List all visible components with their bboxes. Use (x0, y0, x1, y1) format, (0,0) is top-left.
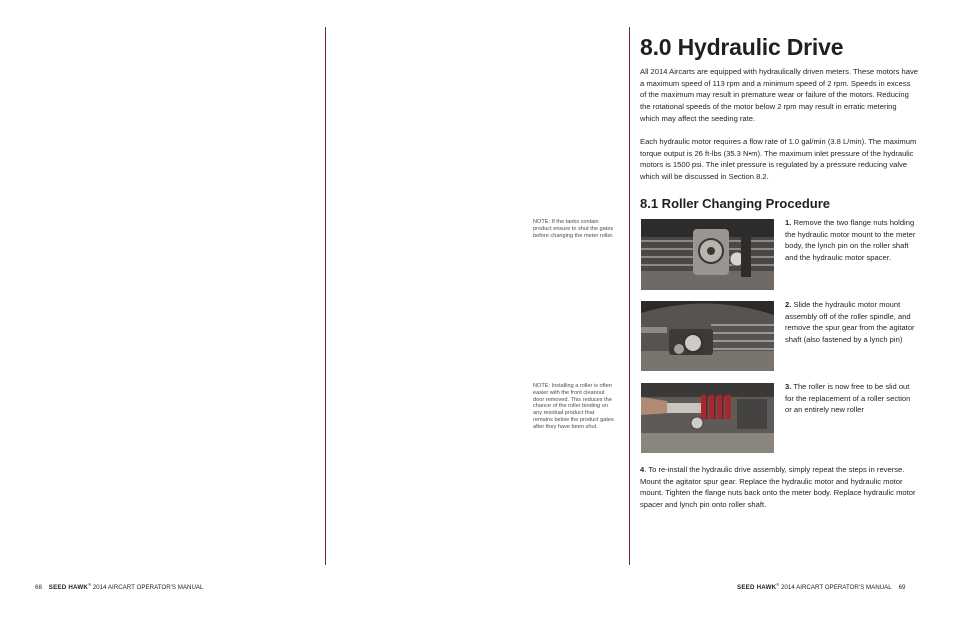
left-page-footer (35, 582, 204, 591)
margin-note-installing: NOTE: Installing a roller is often easier with the front cleanout door removed. This reduces the chance of the roller binding on any residual product that remains below the product gates after they have been shut. (533, 383, 614, 430)
brand-name: SEED HAWK (737, 584, 777, 592)
step-4-text: 4. To re-install the hydraulic drive assembly, simply repeat the steps in reverse. Mount the agitator spur gear. Replace the hydraulic motor and hydraulic motor mount. Tighten the flange nuts back onto the meter body. Replace hydraulic motor spacer and lynch pin onto roller shaft. (640, 465, 916, 510)
margin-note-tanks: NOTE: If the tanks contain product ensure to shut the gates before changing the meter roller. (533, 219, 614, 239)
step-2-photo (641, 301, 774, 371)
step-3-photo (641, 383, 774, 453)
right-page-number: 69 (898, 584, 906, 592)
right-page-divider (629, 27, 630, 565)
left-page-number: 68 (35, 584, 42, 592)
right-page-footer (737, 582, 906, 591)
page-title: 8.0 Hydraulic Drive (640, 34, 844, 60)
step-3-text: 3. The roller is now free to be slid out for the replacement of a roller section or an entirely new roller (785, 382, 911, 415)
motor-spec-paragraph: Each hydraulic motor requires a flow rate of 1.0 gal/min (3.8 L/min). The maximum torque output is 26 ft-lbs (35.3 N•m). The maximum inlet pressure of the hydraulic motors is 1500 psi. The inlet pressure is regulated by a pressure reducing valve which will be discussed in Section 8.2. (640, 137, 917, 182)
intro-paragraph: All 2014 Aircarts are equipped with hydraulically driven meters. These motors have a maximum speed of 113 rpm and a minimum speed of 2 rpm. Speeds in excess of the maximum may result in premature wear or failure of the motors. Reducing the rotational speeds of the motor below 2 rpm may result in erratic metering which may affect the seeding rate. (640, 67, 919, 123)
manual-title: 2014 AIRCART OPERATOR'S MANUAL (779, 584, 892, 592)
left-page-divider (325, 27, 326, 565)
section-title: 8.1 Roller Changing Procedure (640, 196, 830, 211)
registered-mark: ® (88, 582, 92, 587)
brand-name: SEED HAWK (48, 584, 89, 592)
registered-mark: ® (776, 582, 780, 587)
step-1-photo (641, 219, 774, 290)
step-1-text: 1. Remove the two flange nuts holding the hydraulic motor mount to the meter body, the lynch pin on the roller shaft and the hydraulic motor spacer. (785, 218, 916, 263)
step-2-text: 2. Slide the hydraulic motor mount assembly off of the roller spindle, and remove the spur gear from the agitator shaft (also fastened by a lynch pin) (785, 300, 915, 345)
manual-title: 2014 AIRCART OPERATOR'S MANUAL (91, 584, 204, 592)
